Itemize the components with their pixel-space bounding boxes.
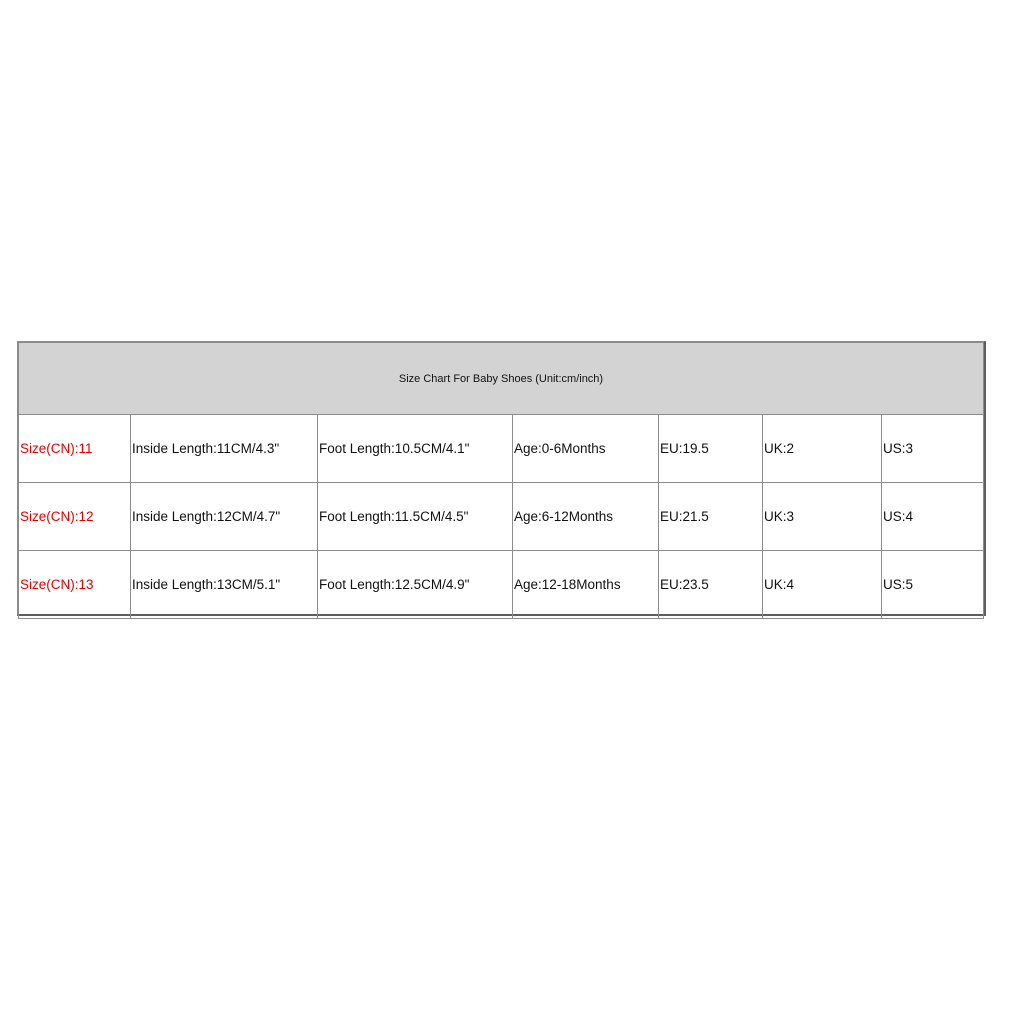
inside-length-cell: Inside Length:12CM/4.7" <box>131 483 318 551</box>
eu-size-cell: EU:19.5 <box>659 415 763 483</box>
uk-size-cell: UK:2 <box>763 415 882 483</box>
us-size-cell: US:4 <box>882 483 984 551</box>
table-row <box>19 415 984 483</box>
size-cn-cell: Size(CN):12 <box>19 483 131 551</box>
uk-size-cell: UK:3 <box>763 483 882 551</box>
age-cell: Age:0-6Months <box>513 415 659 483</box>
us-size-cell: US:3 <box>882 415 984 483</box>
foot-length-cell: Foot Length:11.5CM/4.5" <box>318 483 513 551</box>
foot-length-cell: Foot Length:10.5CM/4.1" <box>318 415 513 483</box>
table-title: Size Chart For Baby Shoes (Unit:cm/inch) <box>19 343 984 415</box>
size-cn-cell: Size(CN):13 <box>19 551 131 619</box>
eu-size-cell: EU:21.5 <box>659 483 763 551</box>
foot-length-cell: Foot Length:12.5CM/4.9" <box>318 551 513 619</box>
age-cell: Age:6-12Months <box>513 483 659 551</box>
us-size-cell: US:5 <box>882 551 984 619</box>
size-chart-table <box>18 342 984 619</box>
table-row <box>19 483 984 551</box>
age-cell: Age:12-18Months <box>513 551 659 619</box>
size-chart <box>17 341 986 616</box>
inside-length-cell: Inside Length:13CM/5.1" <box>131 551 318 619</box>
inside-length-cell: Inside Length:11CM/4.3" <box>131 415 318 483</box>
table-header-row <box>19 343 984 415</box>
size-cn-cell: Size(CN):11 <box>19 415 131 483</box>
uk-size-cell: UK:4 <box>763 551 882 619</box>
table-row <box>19 551 984 619</box>
eu-size-cell: EU:23.5 <box>659 551 763 619</box>
